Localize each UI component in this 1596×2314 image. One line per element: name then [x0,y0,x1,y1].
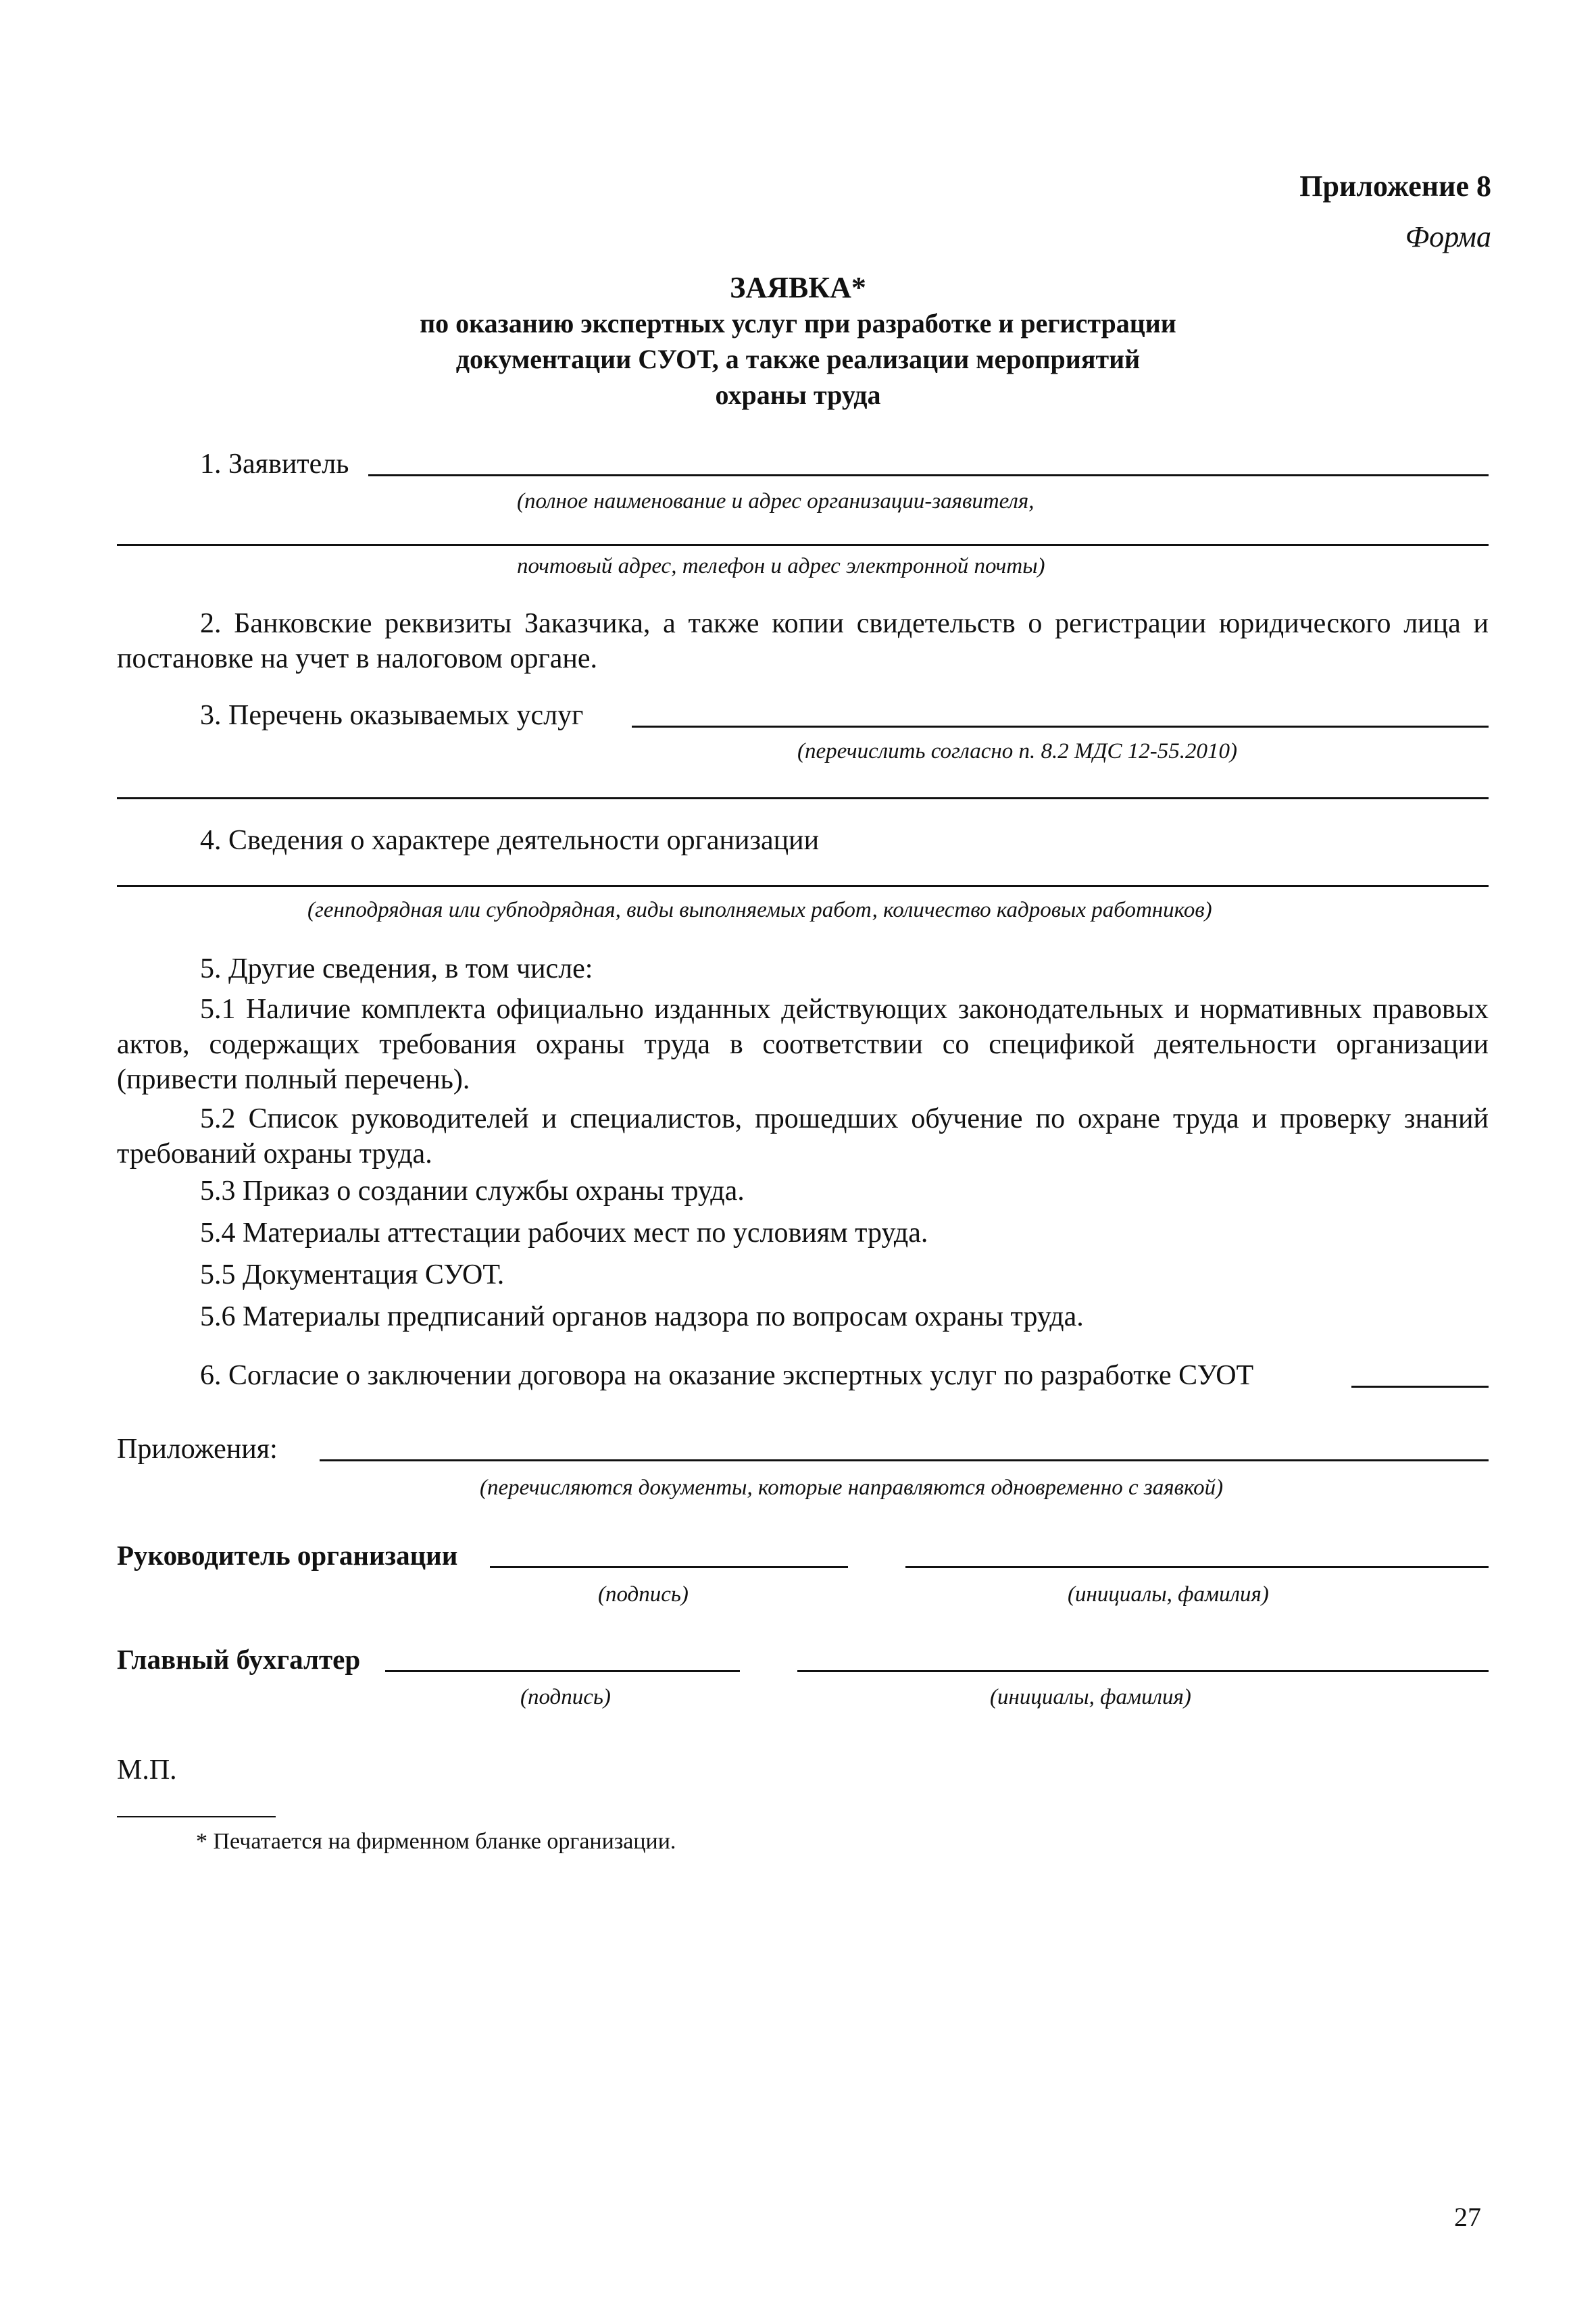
head-name-line[interactable] [905,1566,1489,1568]
services-label: 3. Перечень оказываемых услуг [200,700,584,731]
title-line-3: охраны труда [715,380,881,410]
activity-label: 4. Сведения о характере деятельности организации [200,825,820,856]
accountant-signature-caption: (подпись) [520,1685,611,1709]
head-of-organization-label: Руководитель организации [117,1540,458,1571]
accountant-name-line[interactable] [797,1670,1489,1672]
item-5-6: 5.6 Материалы предписаний органов надзора по вопросам охраны труда. [200,1301,1084,1332]
item-5-2: 5.2 Список руководителей и специалистов, прошедших обучение по охране труда и проверку знаний требований охраны труда. [117,1103,1489,1169]
stamp-placeholder: М.П. [117,1755,177,1786]
form-label: Форма [1405,220,1491,253]
item-5-3: 5.3 Приказ о создании службы охраны труда. [200,1176,745,1207]
head-signature-line[interactable] [490,1566,848,1568]
applicant-label: 1. Заявитель [200,449,349,480]
item-5-4: 5.4 Материалы аттестации рабочих мест по условиям труда. [200,1217,928,1249]
attachments-field-line[interactable] [320,1459,1489,1461]
agreement-label: 6. Согласие о заключении договора на оказание экспертных услуг по разработке СУОТ [200,1360,1254,1391]
head-signature-caption: (подпись) [598,1582,689,1607]
applicant-caption-2: почтовый адрес, телефон и адрес электронной почты) [517,554,1045,578]
appendix-label: Приложение 8 [1299,170,1491,203]
services-field-line-2[interactable] [117,797,1489,799]
services-field-line[interactable] [632,726,1489,728]
item-5-5: 5.5 Документация СУОТ. [200,1259,505,1290]
applicant-field-line-2[interactable] [117,544,1489,546]
agreement-field-line[interactable] [1351,1386,1489,1388]
accountant-signature-line[interactable] [385,1670,740,1672]
accountant-name-caption: (инициалы, фамилия) [990,1685,1191,1709]
item-5-1: 5.1 Наличие комплекта официально изданных действующих законодательных и нормативных правовых актов, содержащих требования охраны труда в соответствии со спецификой деятельности организации (привести полный перечень). [117,994,1489,1095]
attachments-caption: (перечисляются документы, которые направляются одновременно с заявкой) [480,1476,1224,1500]
activity-field-line[interactable] [117,885,1489,887]
applicant-caption-1: (полное наименование и адрес организации-заявителя, [517,489,1034,513]
document-title: ЗАЯВКА* [730,271,866,304]
applicant-field-line[interactable] [368,474,1489,476]
chief-accountant-label: Главный бухгалтер [117,1644,361,1675]
head-name-caption: (инициалы, фамилия) [1068,1582,1269,1607]
footnote-text: * Печатается на фирменном бланке организации. [196,1829,676,1854]
page-number: 27 [1454,2202,1481,2232]
footnote-divider [117,1816,276,1817]
bank-details-paragraph: 2. Банковские реквизиты Заказчика, а также копии свидетельств о регистрации юридического лица и постановке на учет в налоговом органе. [117,608,1489,674]
services-caption: (перечислить согласно п. 8.2 МДС 12-55.2010) [797,739,1238,763]
title-line-2: документации СУОТ, а также реализации мероприятий [455,344,1141,374]
title-line-1: по оказанию экспертных услуг при разработке и регистрации [420,308,1176,338]
attachments-label: Приложения: [117,1434,278,1465]
other-info-label: 5. Другие сведения, в том числе: [200,953,593,984]
activity-caption: (генподрядная или субподрядная, виды выполняемых работ, количество кадровых работников) [307,898,1212,922]
